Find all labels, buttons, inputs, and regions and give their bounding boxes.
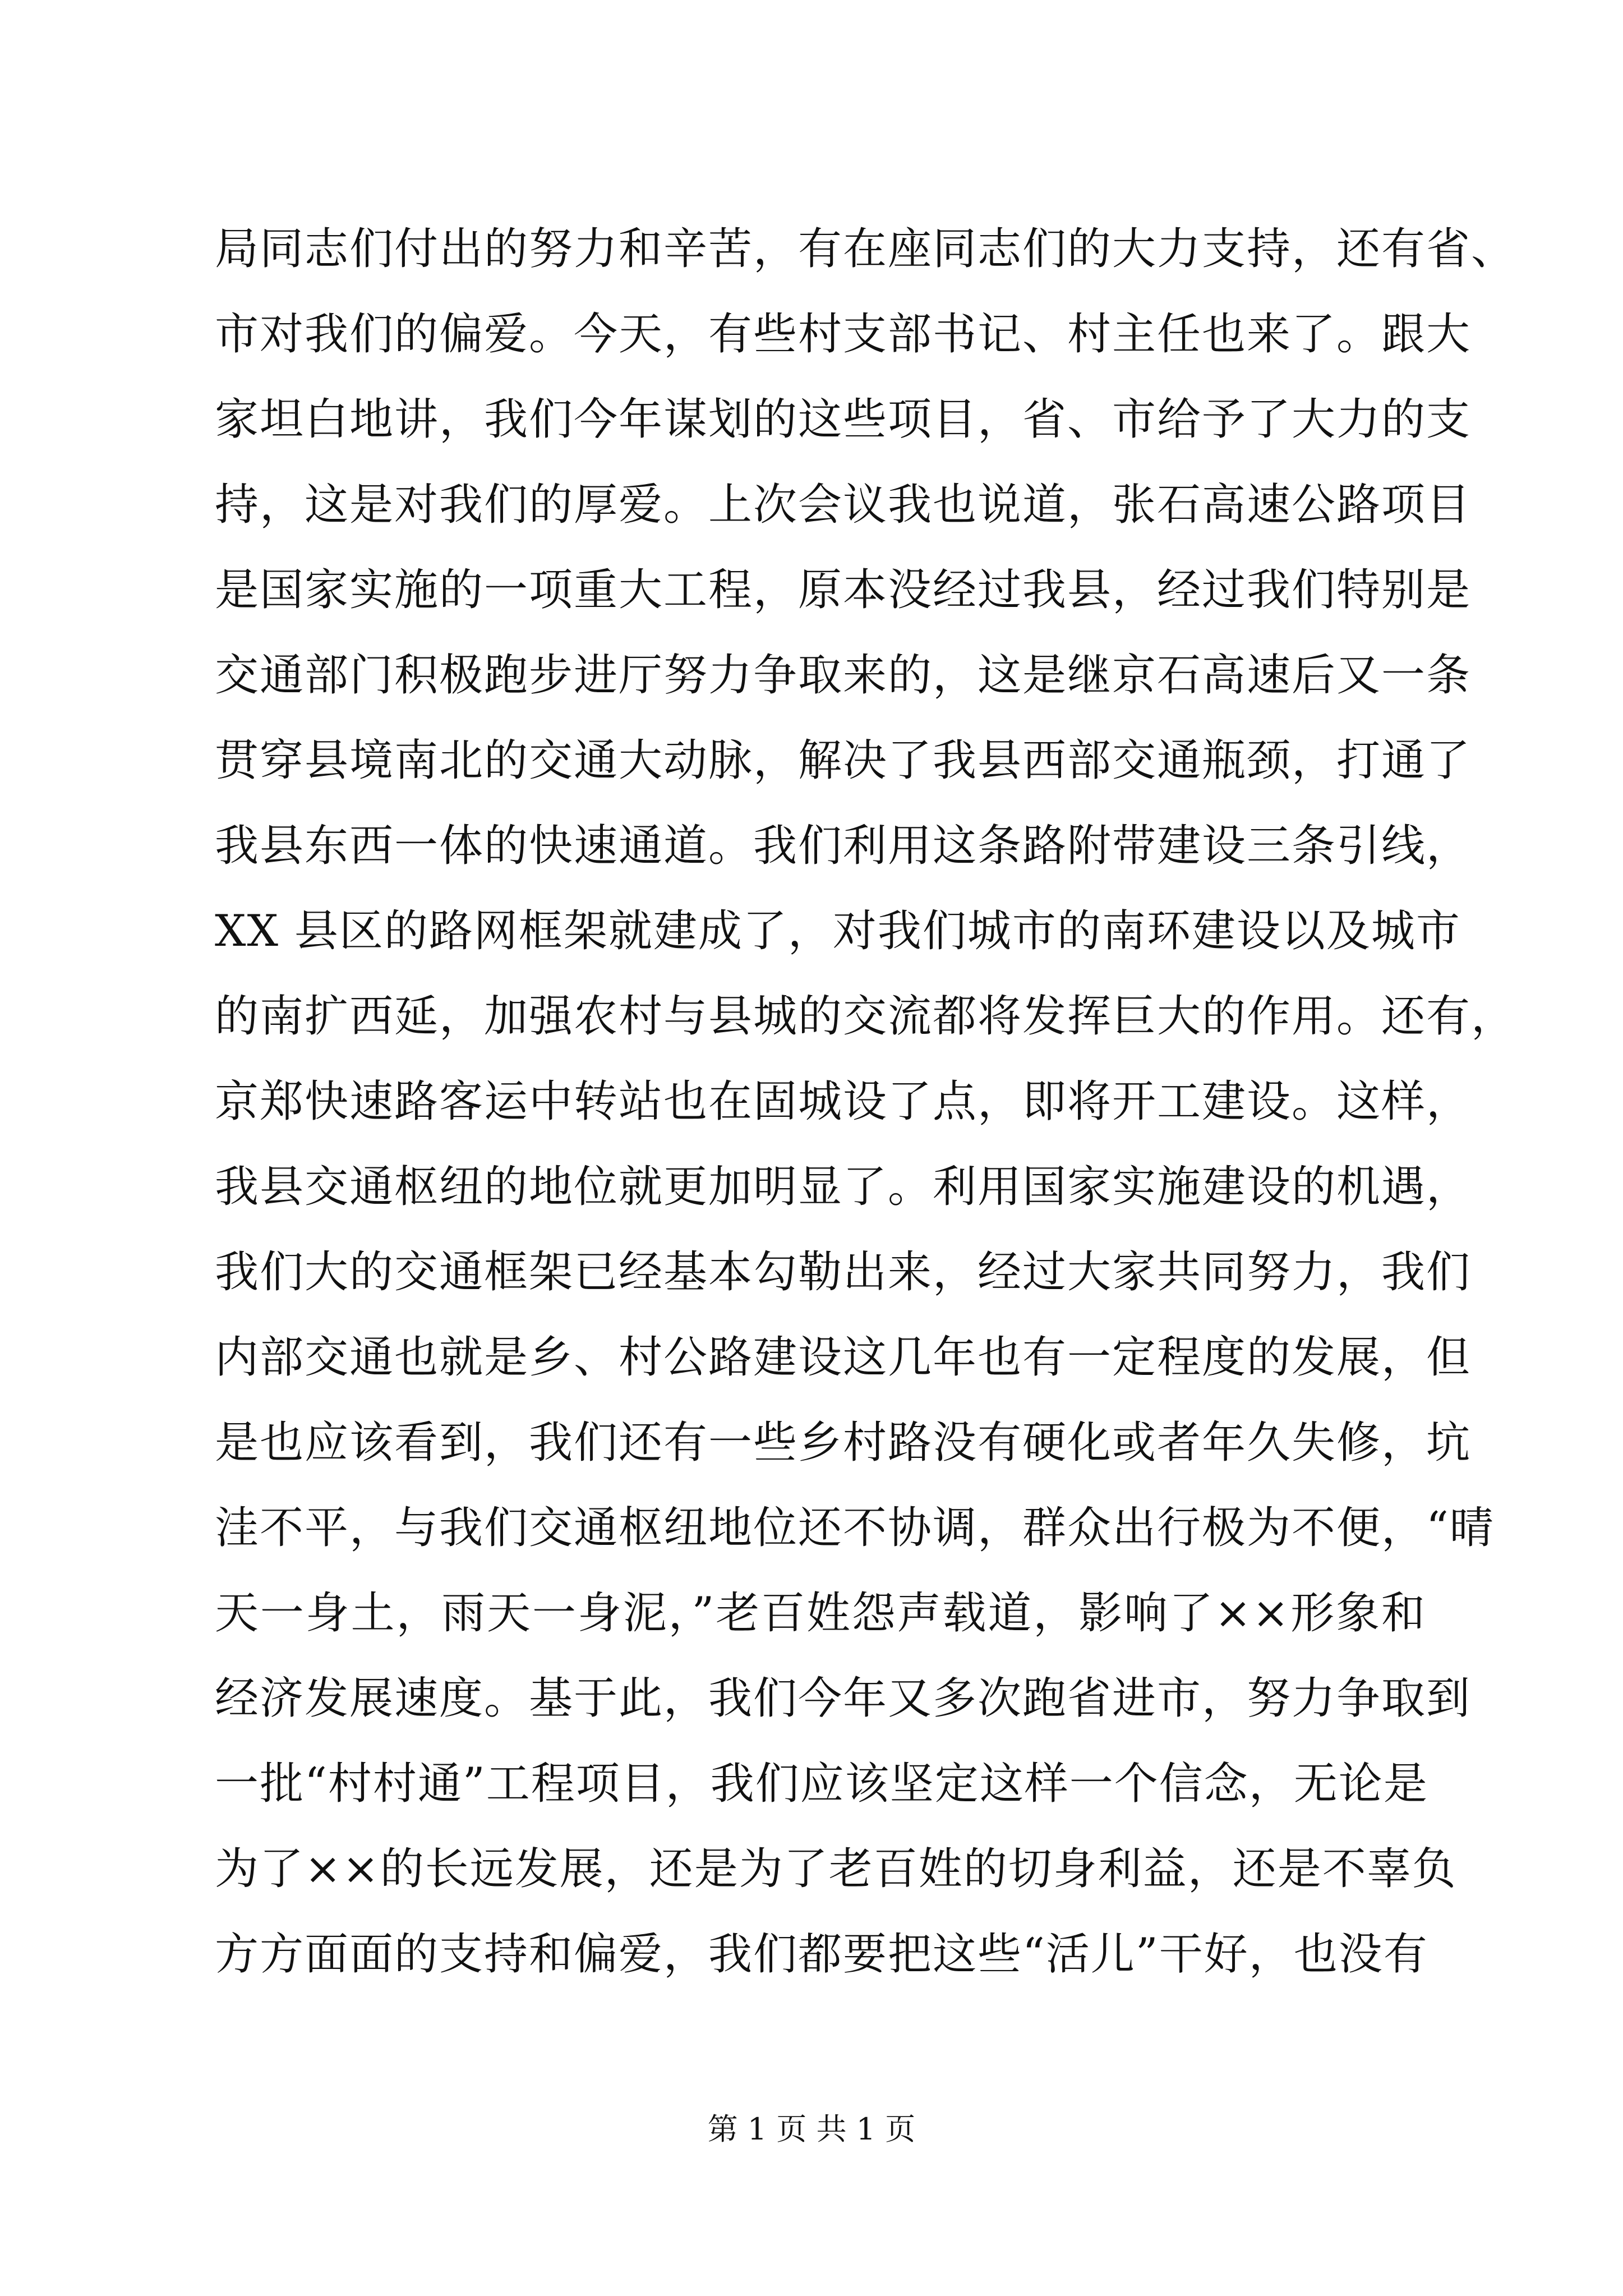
body-text [215, 206, 1516, 1997]
text-line: 贯穿县境南北的交通大动脉，解决了我县西部交通瓶颈，打通了 [215, 735, 1472, 786]
text-line: 经济发展速度。基于此，我们今年又多次跑省进市，努力争取到 [215, 1673, 1472, 1724]
text-line: XX 县区的路网框架就建成了，对我们城市的南环建设以及城市 [215, 906, 1461, 956]
text-line: 是也应该看到，我们还有一些乡村路没有硬化或者年久失修，坑 [215, 1418, 1472, 1468]
text-line: 我县交通枢纽的地位就更加明显了。利用国家实施建设的机遇， [215, 1162, 1472, 1212]
text-line: 一批“村村通”工程项目，我们应该坚定这样一个信念，无论是 [215, 1759, 1428, 1809]
text-line: 天一身土，雨天一身泥，”老百姓怨声载道，影响了××形象和 [215, 1588, 1426, 1639]
text-line: 为了××的长远发展，还是为了老百姓的切身利益，还是不辜负 [215, 1844, 1457, 1894]
page-number-label: 第 1 页 共 1 页 [707, 2111, 916, 2147]
text-line: 局同志们付出的努力和辛苦，有在座同志们的大力支持，还有省、 [215, 224, 1516, 274]
text-line: 方方面面的支持和偏爱，我们都要把这些“活儿”干好，也没有 [215, 1929, 1428, 1980]
text-line: 内部交通也就是乡、村公路建设这几年也有一定程度的发展，但 [215, 1332, 1472, 1383]
text-line: 的南扩西延，加强农村与县城的交流都将发挥巨大的作用。还有， [215, 991, 1516, 1042]
text-line: 京郑快速路客运中转站也在固城设了点，即将开工建设。这样， [215, 1076, 1472, 1127]
text-line: 洼不平，与我们交通枢纽地位还不协调，群众出行极为不便，“晴 [215, 1503, 1495, 1553]
text-line: 持，这是对我们的厚爱。上次会议我也说道，张石高速公路项目 [215, 480, 1472, 530]
text-line: 家坦白地讲，我们今年谋划的这些项目，省、市给予了大力的支 [215, 394, 1472, 445]
text-line: 是国家实施的一项重大工程，原本没经过我县，经过我们特别是 [215, 565, 1472, 615]
page-footer [0, 2107, 1623, 2152]
text-line: 我们大的交通框架已经基本勾勒出来，经过大家共同努力，我们 [215, 1247, 1472, 1297]
text-line: 交通部门积极跑步进厅努力争取来的，这是继京石高速后又一条 [215, 650, 1472, 701]
text-line: 市对我们的偏爱。今天，有些村支部书记、村主任也来了。跟大 [215, 309, 1472, 360]
text-line: 我县东西一体的快速通道。我们利用这条路附带建设三条引线， [215, 821, 1472, 871]
